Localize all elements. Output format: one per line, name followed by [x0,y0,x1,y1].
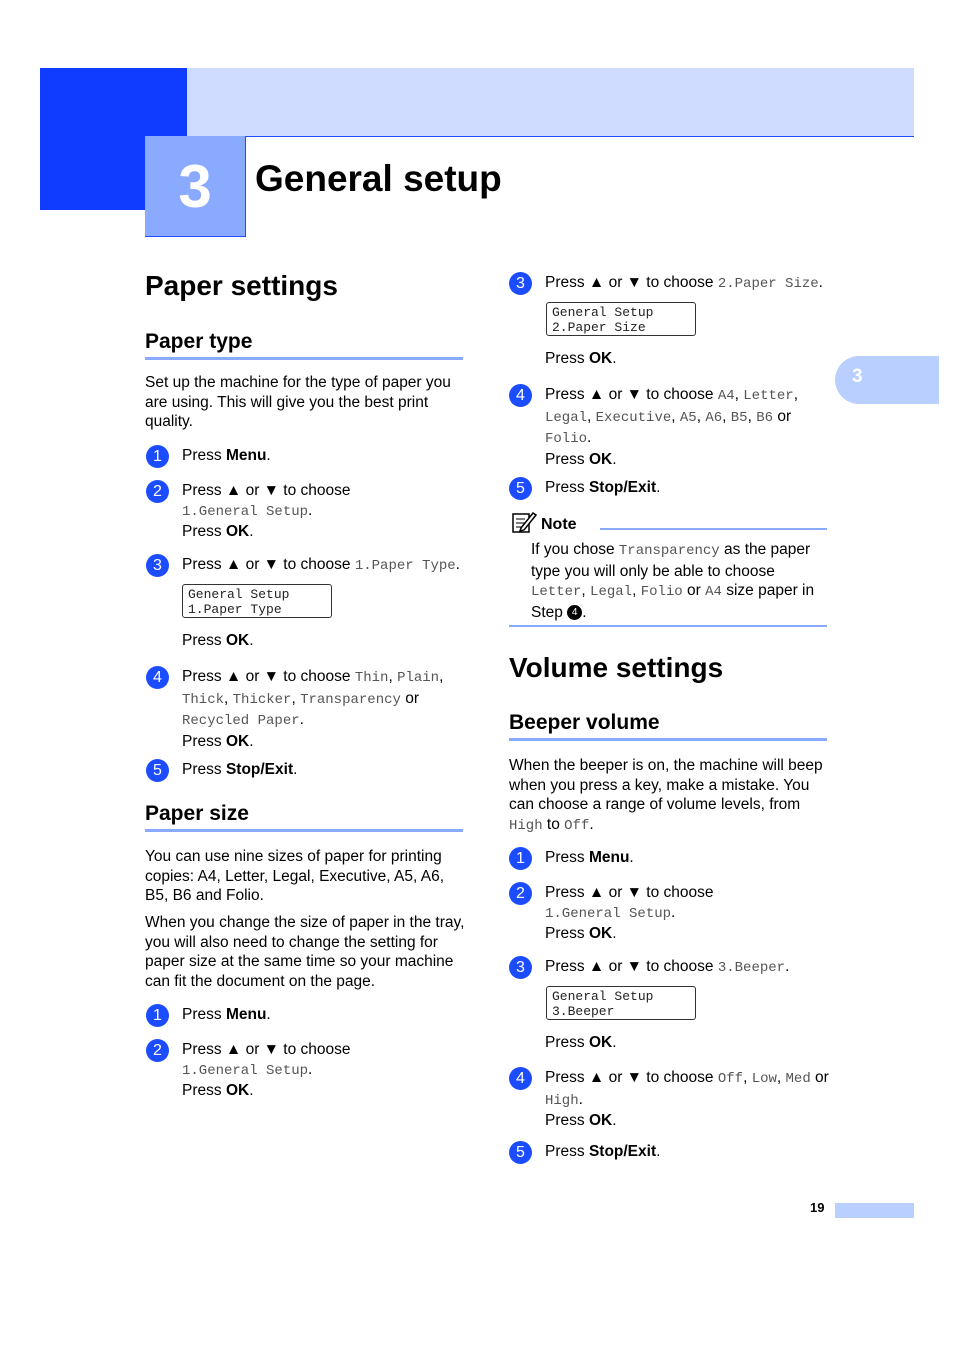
step-number-3: 3 [509,956,532,979]
note-body: If you chose Transparency as the paper type you will only be able to choose Letter, Legal, Folio or A4 size paper in Step 4 . [531,541,815,621]
section-title-volume-settings: Volume settings [509,652,724,683]
step-number-3: 3 [509,272,532,295]
lcd-display-paper-type [182,584,332,618]
step-number-3: 3 [146,554,169,577]
paper-size-step-4: 4 Press ▲ or ▼ to choose A4, Letter, Legal, Executive, A5, A6, B5, B6 or Folio. Press OK. [545,385,830,469]
step-number-1: 1 [509,847,532,870]
step-number-5: 5 [146,759,169,782]
beeper-step-1: 1 Press Menu. [545,848,835,868]
beeper-step-4: 4 Press ▲ or ▼ to choose Off, Low, Med or High. Press OK. [545,1068,830,1131]
beeper-step-3-ok: Press OK. [545,1034,617,1051]
lcd-display-paper-size [546,302,696,336]
beeper-step-5: 5 Press Stop/Exit. [545,1142,835,1162]
step-number-1: 1 [146,1004,169,1027]
note-top-rule [600,528,827,530]
step-number-5: 5 [509,477,532,500]
paper-type-step-5: 5 Press Stop/Exit. [182,760,472,780]
chapter-number: 3 [178,153,212,220]
note-bottom-rule [509,625,827,627]
heading-paper-type: Paper type [145,330,463,360]
note-pencil-icon [511,510,537,534]
heading-beeper-volume: Beeper volume [509,711,827,741]
paper-size-intro-2: When you change the size of paper in the tray, you will also need to change the setting for paper size at the same time so your machine can fit the document on the page. [145,914,465,990]
step-number-1: 1 [146,445,169,468]
paper-size-step-1: 1 Press Menu. [182,1005,472,1025]
lcd-line-2: 3.Beeper [552,1004,615,1019]
paper-size-step-5: 5 Press Stop/Exit. [545,478,835,498]
paper-type-step-3-ok: Press OK. [182,632,254,649]
lcd-line-2: 1.Paper Type [188,602,282,617]
lcd-line-1: General Setup [552,305,654,320]
chapter-title: General setup [255,158,502,199]
step-number-4: 4 [509,1067,532,1090]
paper-type-step-1: 1 Press Menu. [182,446,472,466]
beeper-step-2: 2 Press ▲ or ▼ to choose 1.General Setup. Press OK. [545,883,835,944]
paper-type-intro: Set up the machine for the type of paper you are using. This will give you the best print quality. [145,374,451,430]
paper-type-step-3: 3 Press ▲ or ▼ to choose 1.Paper Type. [182,555,472,577]
step-number-4: 4 [146,666,169,689]
step-number-5: 5 [509,1141,532,1164]
beeper-step-3: 3 Press ▲ or ▼ to choose 3.Beeper. [545,957,835,979]
section-title-paper-settings: Paper settings [145,270,338,301]
lcd-line-1: General Setup [188,587,290,602]
step-number-4: 4 [509,384,532,407]
paper-size-step-2: 2 Press ▲ or ▼ to choose 1.General Setup. Press OK. [182,1040,472,1101]
chapter-tab [835,356,939,404]
heading-paper-size: Paper size [145,802,463,832]
step-number-2: 2 [146,1039,169,1062]
paper-size-step-3: 3 Press ▲ or ▼ to choose 2.Paper Size. [545,273,835,295]
paper-size-step-3-ok: Press OK. [545,350,617,367]
chapter-header-band [187,68,914,137]
paper-type-step-2: 2 Press ▲ or ▼ to choose 1.General Setup. Press OK. [182,481,472,542]
paper-type-step-4: 4 Press ▲ or ▼ to choose Thin, Plain, Thick, Thicker, Transparency or Recycled Paper. Press OK. [182,667,472,751]
lcd-display-beeper [546,986,696,1020]
step-number-2: 2 [146,480,169,503]
lcd-line-1: General Setup [552,989,654,1004]
step-number-2: 2 [509,882,532,905]
paper-size-intro-1: You can use nine sizes of paper for printing copies: A4, Letter, Legal, Executive, A5, A6, B5, B6 and Folio. [145,848,445,904]
lcd-line-2: 2.Paper Size [552,320,646,335]
beeper-intro: When the beeper is on, the machine will beep when you press a key, make a mistake. You can choose a range of volume levels, from High to Off. [509,757,823,834]
note-title: Note [541,516,577,533]
page-number-bar [835,1203,914,1218]
page-number: 19 [810,1200,825,1215]
chapter-tab-number: 3 [852,366,863,387]
